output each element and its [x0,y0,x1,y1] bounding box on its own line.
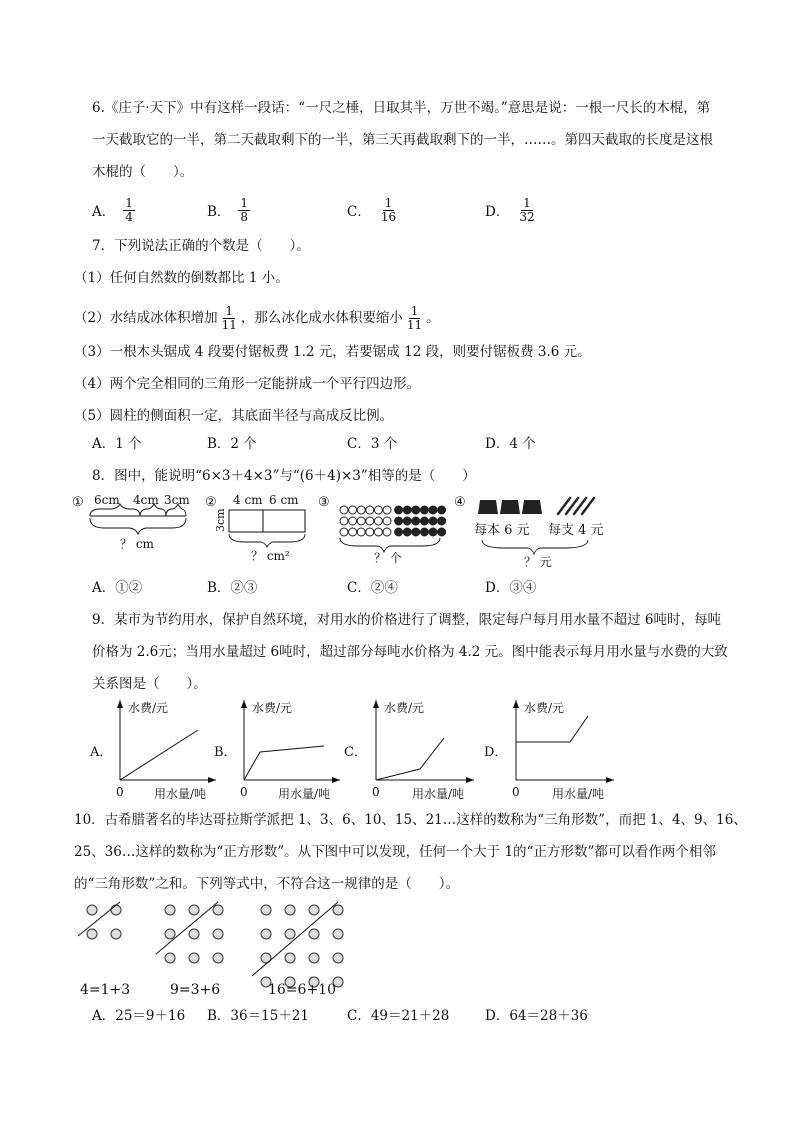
circle [429,528,437,536]
x-axis-label: 用水量/吨 [552,787,605,801]
q6-line-3: 木棍的（ ）。 [92,164,194,180]
option-letter: B． [214,745,237,760]
q10-line-3: 的“三角形数”之和。下列等式中，不符合这一规律的是（ ）。 [74,876,460,892]
circle [366,528,374,536]
circle [438,517,446,525]
circle [420,528,428,536]
height-label: 3cm [214,508,227,532]
circle [189,929,199,939]
book-icons [478,500,542,514]
q10-line-1: 10．古希腊著名的毕达哥拉斯学派把 1、3、6、10、15、21…这样的数称为“三角形数”，而把 1、4、9、16、 [74,812,747,828]
length-label: 4cm [133,493,159,507]
circle [165,953,175,963]
circle [383,517,391,525]
circle [395,517,403,525]
circle [189,953,199,963]
q6-line-1: 6.《庄子·天下》中有这样一段话：“一尺之棰，日取其半，万世不竭。”意思是说：一根一尺长的木棍，第 [92,100,711,116]
circle [261,929,271,939]
graph-line [376,738,444,780]
circle [349,528,357,536]
x-axis-label: 用水量/吨 [412,787,465,801]
circle [285,929,295,939]
figure-number: ① [72,495,84,510]
caption: 9=3+6 [170,982,221,998]
circle [213,929,223,939]
circle [165,905,175,915]
fraction: $\frac{1}{32}$ [519,195,535,224]
circle [412,506,420,514]
circle [333,929,343,939]
graph-line [120,730,198,780]
q10-option-c[interactable]: C．49＝21＋28 [347,1008,450,1024]
q8-figure-4 [454,490,614,568]
circle [403,506,411,514]
q6-option-d[interactable]: D． $\frac{1}{32}$ [485,195,535,224]
q9-line-2: 价格为 2.6元；当用水量超过 6吨时，超过部分每吨水价格为 4.2 元。图中能表示每月用水量与水费的大致 [92,644,728,660]
circle [261,905,271,915]
circle-grid [340,506,446,536]
fraction: $\frac{1}{11}$ [221,303,237,332]
q7-stem: 7．下列说法正确的个数是（ ）。 [92,238,310,254]
circle [213,905,223,915]
circle [285,953,295,963]
q9-graph-c[interactable] [344,696,484,804]
q10-line-2: 25、36…这样的数称为“正方形数”。从下图中可以发现，任何一个大于 1的“正方形数”都可以看作两个相邻 [74,844,716,860]
circle [333,905,343,915]
option-letter: A． [90,745,113,760]
fraction: $\frac{1}{4}$ [125,195,133,224]
circle [357,517,365,525]
y-axis-label: 水费/元 [252,701,293,715]
circle [111,929,121,939]
unknown-label: ？ cm² [251,549,290,563]
circle [403,528,411,536]
circle [349,517,357,525]
circle [438,528,446,536]
origin-label: 0 [372,785,380,799]
x-axis-label: 用水量/吨 [154,787,207,801]
x-axis-label: 用水量/吨 [278,787,331,801]
q9-graph-b[interactable] [214,696,344,804]
circle [111,905,121,915]
q8-option-b[interactable]: B．②③ [207,580,258,596]
circle [340,506,348,514]
q6-option-b[interactable]: B． $\frac{1}{8}$ [207,195,249,224]
circle [165,929,175,939]
q8-figure-2 [205,490,315,562]
y-axis-label: 水费/元 [384,701,425,715]
q9-graph-d[interactable] [484,696,624,804]
price-label: 每支 4 元 [548,523,604,538]
circle [87,905,97,915]
circle [357,506,365,514]
q9-graph-a[interactable] [90,696,220,804]
circle [340,528,348,536]
q10-option-a[interactable]: A．25＝9＋16 [92,1008,186,1024]
price-label: 每本 6 元 [474,523,530,538]
length-label: 6 cm [269,493,299,507]
graph-line [244,746,324,780]
q7-option-c[interactable]: C．3 个 [347,436,398,452]
dot-square-2 [87,905,121,939]
figure-number: ④ [454,495,466,510]
q7-statement-5: （5）圆柱的侧面积一定，其底面半径与高成反比例。 [74,408,394,424]
circle [383,528,391,536]
q7-option-b[interactable]: B．2 个 [207,436,257,452]
length-label: 6cm [94,493,120,507]
fraction: $\frac{1}{8}$ [240,195,249,224]
unknown-label: ？ 元 [524,555,552,569]
circle [349,506,357,514]
circle [403,517,411,525]
figure-number: ③ [318,495,330,510]
caption: 16=6+10 [268,982,336,998]
circle [429,506,437,514]
length-label: 4 cm [233,493,263,507]
q7-statement-4: （4）两个完全相同的三角形一定能拼成一个平行四边形。 [74,376,421,392]
circle [87,929,97,939]
q6-option-a[interactable]: A． $\frac{1}{4}$ [92,195,133,224]
circle [412,517,420,525]
q7-statement-3: （3）一根木头锯成 4 段要付锯板费 1.2 元，若要锯成 12 段，则要付锯板费 3.6 元。 [74,344,591,360]
q8-stem: 8．图中，能说明“6×3＋4×3”与“(6＋4)×3”相等的是（ ） [92,468,476,484]
dot-square-3 [165,905,223,963]
q10-option-b[interactable]: B．36＝15＋21 [207,1008,309,1024]
q8-option-c[interactable]: C．②④ [347,580,398,596]
graph-line [516,716,588,742]
circle [309,953,319,963]
q7-option-a[interactable]: A．1 个 [92,436,142,452]
caption: 4=1+3 [80,982,131,998]
circle [357,528,365,536]
circle [438,506,446,514]
y-axis-label: 水费/元 [524,701,565,715]
pen-icons [558,498,594,514]
length-label: 3cm [164,493,190,507]
option-letter: C． [344,745,367,760]
circle [309,929,319,939]
q7-statement-1: （1）任何自然数的倒数都比 1 小。 [74,270,289,286]
q8-figure-1 [72,490,192,554]
q6-line-2: 一天截取它的一半，第二天截取剩下的一半，第三天再截取剩下的一半，……。第四天截取的长度是这根 [92,132,713,148]
q8-option-a[interactable]: A．①② [92,580,143,596]
circle [333,953,343,963]
origin-label: 0 [116,785,124,799]
circle [420,517,428,525]
q7-option-d[interactable]: D．4 个 [485,436,536,452]
circle [285,905,295,915]
circle [340,517,348,525]
circle [420,506,428,514]
circle [429,517,437,525]
unknown-label: ？ 个 [374,551,402,565]
circle [374,528,382,536]
option-letter: D． [484,745,508,760]
q6-option-c[interactable]: C． $\frac{1}{16}$ [347,195,397,224]
origin-label: 0 [512,785,520,799]
q9-line-1: 9．某市为节约用水，保护自然环境，对用水的价格进行了调整，限定每户每月用水量不超过 6吨时，每吨 [92,612,721,628]
circle [366,517,374,525]
origin-label: 0 [240,785,248,799]
y-axis-label: 水费/元 [128,701,169,715]
circle [213,953,223,963]
circle [412,528,420,536]
unknown-label: ？ cm [120,537,154,551]
circle [309,905,319,915]
q10-dot-figures [72,898,362,1002]
circle [395,506,403,514]
circle [189,905,199,915]
circle [366,506,374,514]
circle [395,528,403,536]
fraction: $\frac{1}{16}$ [380,195,397,224]
dot-square-4 [261,905,343,987]
q8-figure-3 [318,490,448,564]
circle [374,517,382,525]
q7-statement-2: （2）水结成冰体积增加 $\frac{1}{11}$ ，那么冰化成水体积要缩小 $\frac{1}{11}$ 。 [74,303,440,332]
circle [374,506,382,514]
q9-line-3: 关系图是（ ）。 [92,676,207,692]
figure-number: ② [205,495,217,510]
q10-option-d[interactable]: D．64＝28＋36 [485,1008,588,1024]
q8-option-d[interactable]: D．③④ [485,580,537,596]
circle [383,506,391,514]
fraction: $\frac{1}{11}$ [406,303,423,332]
